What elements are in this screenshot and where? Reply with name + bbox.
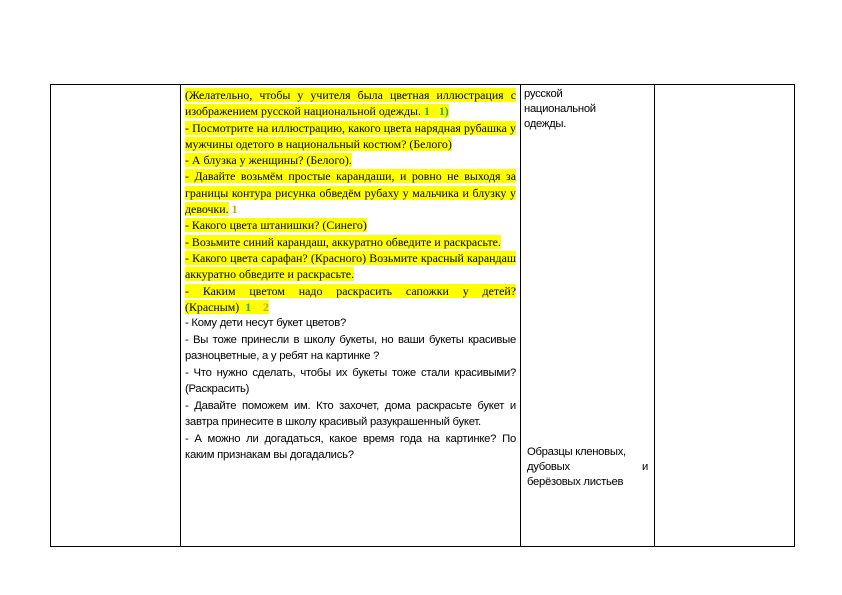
lesson-table <box>50 84 795 547</box>
table-row <box>51 85 795 547</box>
materials-line: русской <box>524 88 563 100</box>
materials-line: берёзовых листьев <box>527 476 624 489</box>
materials-line: одежды. <box>524 118 567 131</box>
paragraph-3 <box>185 152 516 168</box>
paragraph-text: - Давайте возьмём простые карандаши, и ровно не выходя за границы контура рисунка обведём рубаху у мальчика и блузку у девочки. <box>185 169 516 217</box>
paragraph-8 <box>185 283 516 316</box>
paragraph-text: - Возьмите синий карандаш, аккуратно обведите и раскрасьте. <box>185 234 501 249</box>
lesson-text-cell <box>181 85 521 547</box>
paragraph-4 <box>185 168 516 217</box>
paragraph-text: - Какого цвета сарафан? (Красного) Возьмите красный карандаш аккуратно обведите и раскрасьте. <box>185 250 516 282</box>
materials-line: дубовых и <box>527 461 648 474</box>
paragraph-text: - Посмотрите на иллюстрацию, какого цвета нарядная рубашка у мужчины одетого в национальный костюм? (Белого) <box>185 120 516 151</box>
paragraph-6 <box>185 234 516 250</box>
mark: 1 <box>231 202 238 217</box>
mark: 2 <box>263 299 269 314</box>
paragraph-7 <box>185 250 516 283</box>
paragraph-9: - Кому дети несут букет цветов? <box>185 317 346 330</box>
paragraph-11: - Что нужно сделать, чтобы их букеты тоже стали красивыми? (Раскрасить) <box>185 366 516 396</box>
paragraph-text: - Каким цветом надо раскрасить сапожки у детей? (Красным) <box>185 283 516 314</box>
mark: 1 <box>423 104 430 119</box>
materials-line: Образцы кленовых, <box>527 446 626 458</box>
paragraph-10: - Вы тоже принесли в школу букеты, но ваши букеты красивые разноцветные, а у ребят на картинке ? <box>185 333 516 363</box>
paragraph-text: - Какого цвета штанишки? (Синего) <box>185 218 367 233</box>
paragraph-12: - Давайте поможем им. Кто захочет, дома раскрасьте букет и завтра принесите в школу красивый разукрашенный букет. <box>185 399 516 429</box>
paragraph-13: - А можно ли догадаться, какое время года на картинке? По каким признакам вы догадались? <box>185 432 516 462</box>
paragraph-text: (Желательно, чтобы у учителя была цветная иллюстрация с изображением русской национальной одежды. <box>185 88 516 119</box>
paragraph-2 <box>185 120 516 153</box>
mark: 1) <box>438 104 449 119</box>
empty-cell-left <box>51 85 181 547</box>
paragraph-text: - А блузка у женщины? (Белого). <box>185 153 352 168</box>
materials-cell <box>521 85 655 547</box>
paragraph-5 <box>185 217 516 233</box>
materials-line: национальной <box>524 103 596 116</box>
paragraph-1 <box>185 87 516 120</box>
empty-cell-right <box>655 85 795 547</box>
mark: 1 <box>245 299 252 314</box>
